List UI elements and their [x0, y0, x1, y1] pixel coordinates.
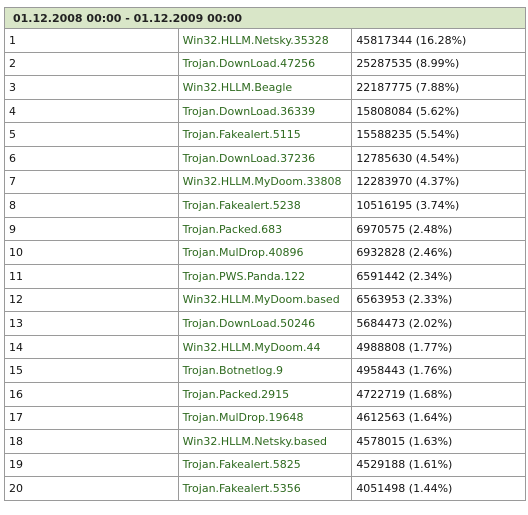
table-row [5, 217, 526, 241]
threat-name-link[interactable]: Trojan.Fakealert.5115 [182, 128, 301, 142]
table-row [5, 430, 526, 454]
table-row [5, 52, 526, 76]
count-percent-cell: 12283970 (4.37%) [352, 170, 526, 194]
threat-name-link[interactable]: Trojan.DownLoad.37236 [182, 151, 316, 165]
rank-cell: 10 [5, 241, 179, 265]
threat-name-link[interactable]: Trojan.DownLoad.36339 [182, 104, 316, 118]
count-percent-cell: 4988808 (1.77%) [352, 335, 526, 359]
table-row [5, 241, 526, 265]
threat-name-cell [178, 241, 352, 265]
stats-panel [4, 7, 526, 501]
rank-cell: 6 [5, 146, 179, 170]
threat-name-link[interactable]: Trojan.Packed.683 [182, 222, 283, 236]
rank-cell: 15 [5, 359, 179, 383]
count-percent-cell: 6970575 (2.48%) [352, 217, 526, 241]
count-percent-cell: 4578015 (1.63%) [352, 430, 526, 454]
threat-name-cell [178, 99, 352, 123]
threat-name-link[interactable]: Trojan.PWS.Panda.122 [182, 269, 306, 283]
threat-name-cell [178, 264, 352, 288]
threat-name-cell [178, 312, 352, 336]
rank-cell: 20 [5, 477, 179, 501]
count-percent-cell: 25287535 (8.99%) [352, 52, 526, 76]
table-body [5, 29, 526, 501]
threat-name-cell [178, 146, 352, 170]
count-percent-cell: 15808084 (5.62%) [352, 99, 526, 123]
rank-cell: 1 [5, 29, 179, 53]
threat-name-cell [178, 76, 352, 100]
table-row [5, 146, 526, 170]
threat-name-link[interactable]: Trojan.MulDrop.19648 [182, 411, 304, 425]
threat-name-link[interactable]: Trojan.Packed.2915 [182, 387, 290, 401]
count-percent-cell: 15588235 (5.54%) [352, 123, 526, 147]
table-row [5, 335, 526, 359]
threat-name-link[interactable]: Trojan.DownLoad.50246 [182, 316, 316, 330]
threat-name-link[interactable]: Win32.HLLM.Beagle [182, 80, 293, 94]
threat-name-cell [178, 52, 352, 76]
table-row [5, 477, 526, 501]
count-percent-cell: 6563953 (2.33%) [352, 288, 526, 312]
rank-cell: 8 [5, 194, 179, 218]
count-percent-cell: 6932828 (2.46%) [352, 241, 526, 265]
threat-name-cell [178, 123, 352, 147]
threat-name-cell [178, 453, 352, 477]
rank-cell: 9 [5, 217, 179, 241]
table-row [5, 264, 526, 288]
count-percent-cell: 12785630 (4.54%) [352, 146, 526, 170]
threat-name-cell [178, 194, 352, 218]
table-row [5, 453, 526, 477]
rank-cell: 2 [5, 52, 179, 76]
rank-cell: 4 [5, 99, 179, 123]
threat-name-cell [178, 170, 352, 194]
threat-name-cell [178, 359, 352, 383]
rank-cell: 17 [5, 406, 179, 430]
count-percent-cell: 10516195 (3.74%) [352, 194, 526, 218]
threat-name-link[interactable]: Win32.HLLM.MyDoom.33808 [182, 175, 342, 189]
table-row [5, 29, 526, 53]
table-row [5, 382, 526, 406]
rank-cell: 5 [5, 123, 179, 147]
threat-name-link[interactable]: Win32.HLLM.Netsky.based [182, 434, 327, 448]
threat-name-link[interactable]: Trojan.Fakealert.5238 [182, 198, 301, 212]
virus-stats-table [4, 7, 526, 501]
table-row [5, 406, 526, 430]
count-percent-cell: 4612563 (1.64%) [352, 406, 526, 430]
table-row [5, 288, 526, 312]
rank-cell: 3 [5, 76, 179, 100]
threat-name-cell [178, 217, 352, 241]
threat-name-cell [178, 382, 352, 406]
table-row [5, 76, 526, 100]
table-row [5, 194, 526, 218]
threat-name-cell [178, 335, 352, 359]
rank-cell: 18 [5, 430, 179, 454]
threat-name-cell [178, 430, 352, 454]
count-percent-cell: 4722719 (1.68%) [352, 382, 526, 406]
count-percent-cell: 4529188 (1.61%) [352, 453, 526, 477]
rank-cell: 7 [5, 170, 179, 194]
threat-name-link[interactable]: Trojan.Fakealert.5356 [182, 482, 301, 496]
header-row [5, 8, 526, 29]
threat-name-cell [178, 29, 352, 53]
threat-name-link[interactable]: Win32.HLLM.Netsky.35328 [182, 33, 329, 47]
rank-cell: 11 [5, 264, 179, 288]
threat-name-link[interactable]: Trojan.Botnetlog.9 [182, 364, 283, 378]
rank-cell: 16 [5, 382, 179, 406]
rank-cell: 13 [5, 312, 179, 336]
threat-name-link[interactable]: Win32.HLLM.MyDoom.44 [182, 340, 321, 354]
threat-name-cell [178, 406, 352, 430]
threat-name-link[interactable]: Trojan.Fakealert.5825 [182, 458, 301, 472]
count-percent-cell: 5684473 (2.02%) [352, 312, 526, 336]
table-row [5, 170, 526, 194]
table-row [5, 123, 526, 147]
threat-name-link[interactable]: Trojan.DownLoad.47256 [182, 57, 316, 71]
count-percent-cell: 22187775 (7.88%) [352, 76, 526, 100]
threat-name-cell [178, 477, 352, 501]
threat-name-cell [178, 288, 352, 312]
threat-name-link[interactable]: Win32.HLLM.MyDoom.based [182, 293, 340, 307]
date-range-header: 01.12.2008 00:00 - 01.12.2009 00:00 [5, 8, 526, 29]
threat-name-link[interactable]: Trojan.MulDrop.40896 [182, 246, 304, 260]
rank-cell: 19 [5, 453, 179, 477]
count-percent-cell: 6591442 (2.34%) [352, 264, 526, 288]
table-row [5, 99, 526, 123]
table-row [5, 359, 526, 383]
rank-cell: 12 [5, 288, 179, 312]
count-percent-cell: 4958443 (1.76%) [352, 359, 526, 383]
count-percent-cell: 4051498 (1.44%) [352, 477, 526, 501]
count-percent-cell: 45817344 (16.28%) [352, 29, 526, 53]
table-row [5, 312, 526, 336]
rank-cell: 14 [5, 335, 179, 359]
